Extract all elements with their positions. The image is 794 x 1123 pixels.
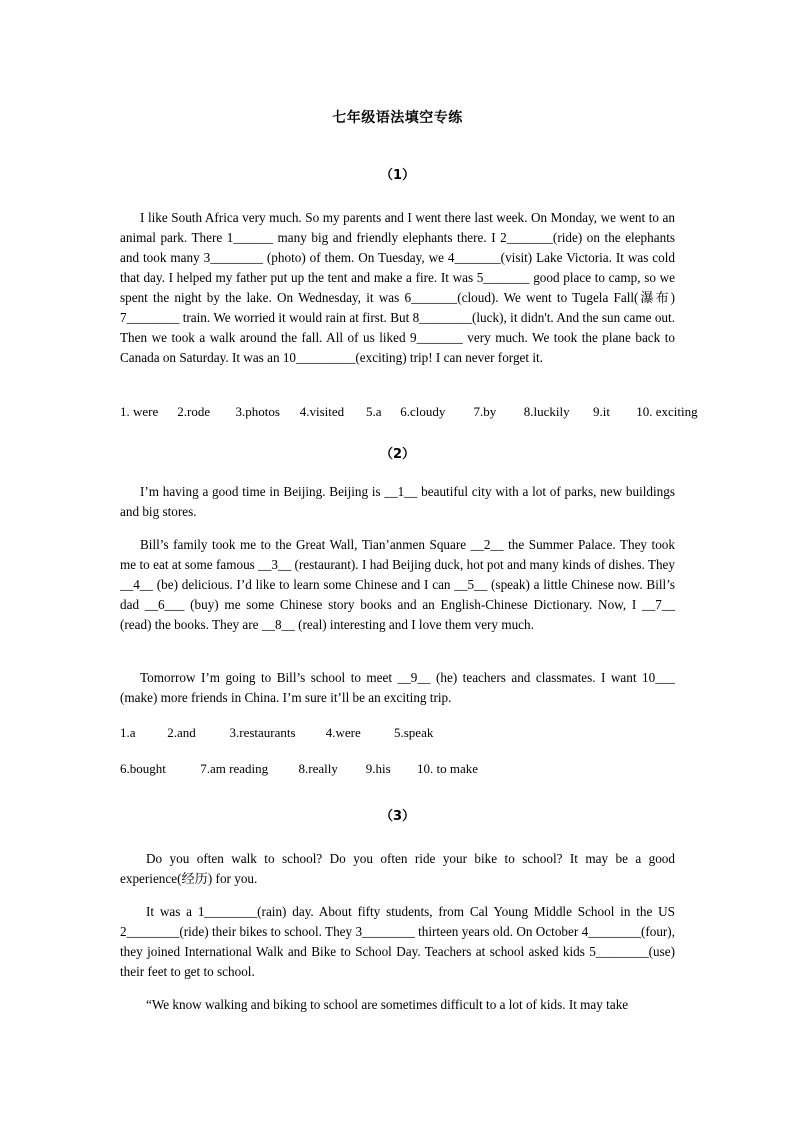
section-heading-1: （1） xyxy=(379,168,416,183)
section-2-answers-row-2 xyxy=(120,761,680,777)
paragraph-text: Do you often walk to school? Do you often ride your bike to school? It may be a good experience(经历) for you. xyxy=(120,851,675,886)
answer-item: 7.am reading xyxy=(200,761,269,776)
answer-item: 3.photos xyxy=(235,404,280,419)
paragraph-text: Bill’s family took me to the Great Wall, Tian’anmen Square __2__ the Summer Palace. They took me to eat at some famous __3__ (restaurant). I had Beijing duck, hot pot and many kinds of dishes. They __4__ (be) delicious. I’d like to learn some Chinese and I can __5__ (speak) a little Chinese now. Bill’s dad __6___ (buy) me some Chinese story books and an English-Chinese Dictionary. Now, I __7__ (read) the books. They are __8__ (real) interesting and I love them very much. xyxy=(120,537,675,632)
answer-item: 9.his xyxy=(365,761,391,776)
answer-item: 4.were xyxy=(325,725,361,740)
answer-item: 3.restaurants xyxy=(229,725,296,740)
answer-item: 4.visited xyxy=(299,404,345,419)
section-heading-2: （2） xyxy=(379,447,416,462)
page-title: 七年级语法填空专练 xyxy=(332,110,463,126)
answer-item: 10. to make xyxy=(417,761,479,776)
section-2-paragraph-2 xyxy=(120,535,675,635)
answer-item: 8.really xyxy=(298,761,338,776)
section-3-paragraph-1 xyxy=(120,849,675,889)
section-3-paragraph-3 xyxy=(120,995,675,1015)
answer-item: 5.speak xyxy=(394,725,434,740)
answer-item: 8.luckily xyxy=(523,404,570,419)
section-3-paragraph-2 xyxy=(120,902,675,982)
section-2-answers-row-1 xyxy=(120,725,680,741)
paragraph-text: It was a 1________(rain) day. About fifty students, from Cal Young Middle School in the US 2________(ride) their bikes to school. They 3________ thirteen years old. On October 4________(four), they joined International Walk and Bike to School Day. Teachers at school asked kids 5________(use) their feet to get to school. xyxy=(120,904,675,979)
answer-item: 6.cloudy xyxy=(400,404,446,419)
answer-item: 1. were xyxy=(120,404,159,419)
paragraph-text: I like South Africa very much. So my parents and I went there last week. On Monday, we went to an animal park. There 1______ many big and friendly elephants there. I 2_______(ride) on the elephants and took many 3________ (photo) of them. On Tuesday, we 4_______(visit) Lake Victoria. It was cold that day. I helped my father put up the tent and make a fire. It was 5_______ good place to camp, so we spent the night by the lake. On Wednesday, it was 6_______(cloud). We went to Tugela Fall(瀑布) 7________ train. We worried it would rain at first. But 8________(luck), it didn't. And the sun came out. Then we took a walk around the fall. All of us liked 9_______ very much. We took the plane back to Canada on Saturday. It was an 10_________(exciting) trip! I can never forget it. xyxy=(120,210,675,365)
paragraph-text: “We know walking and biking to school are sometimes difficult to a lot of kids. It may take xyxy=(146,997,629,1012)
paragraph-text: Tomorrow I’m going to Bill’s school to meet __9__ (he) teachers and classmates. I want 10___ (make) more friends in China. I’m sure it’ll be an exciting trip. xyxy=(120,670,675,705)
section-1-answers xyxy=(120,404,698,420)
answer-item: 7.by xyxy=(473,404,497,419)
section-1-paragraph xyxy=(120,208,675,368)
paragraph-text: I’m having a good time in Beijing. Beijing is __1__ beautiful city with a lot of parks, new buildings and big stores. xyxy=(120,484,675,519)
answer-item: 10. exciting xyxy=(636,404,698,419)
answer-item: 5.a xyxy=(366,404,382,419)
section-2-paragraph-1 xyxy=(120,482,675,522)
answer-item: 1.a xyxy=(120,725,136,740)
answer-item: 2.and xyxy=(167,725,196,740)
answer-item: 9.it xyxy=(593,404,610,419)
answer-item: 6.bought xyxy=(120,761,166,776)
answer-item: 2.rode xyxy=(177,404,211,419)
section-heading-3: （3） xyxy=(379,809,416,824)
section-2-paragraph-3 xyxy=(120,668,675,708)
